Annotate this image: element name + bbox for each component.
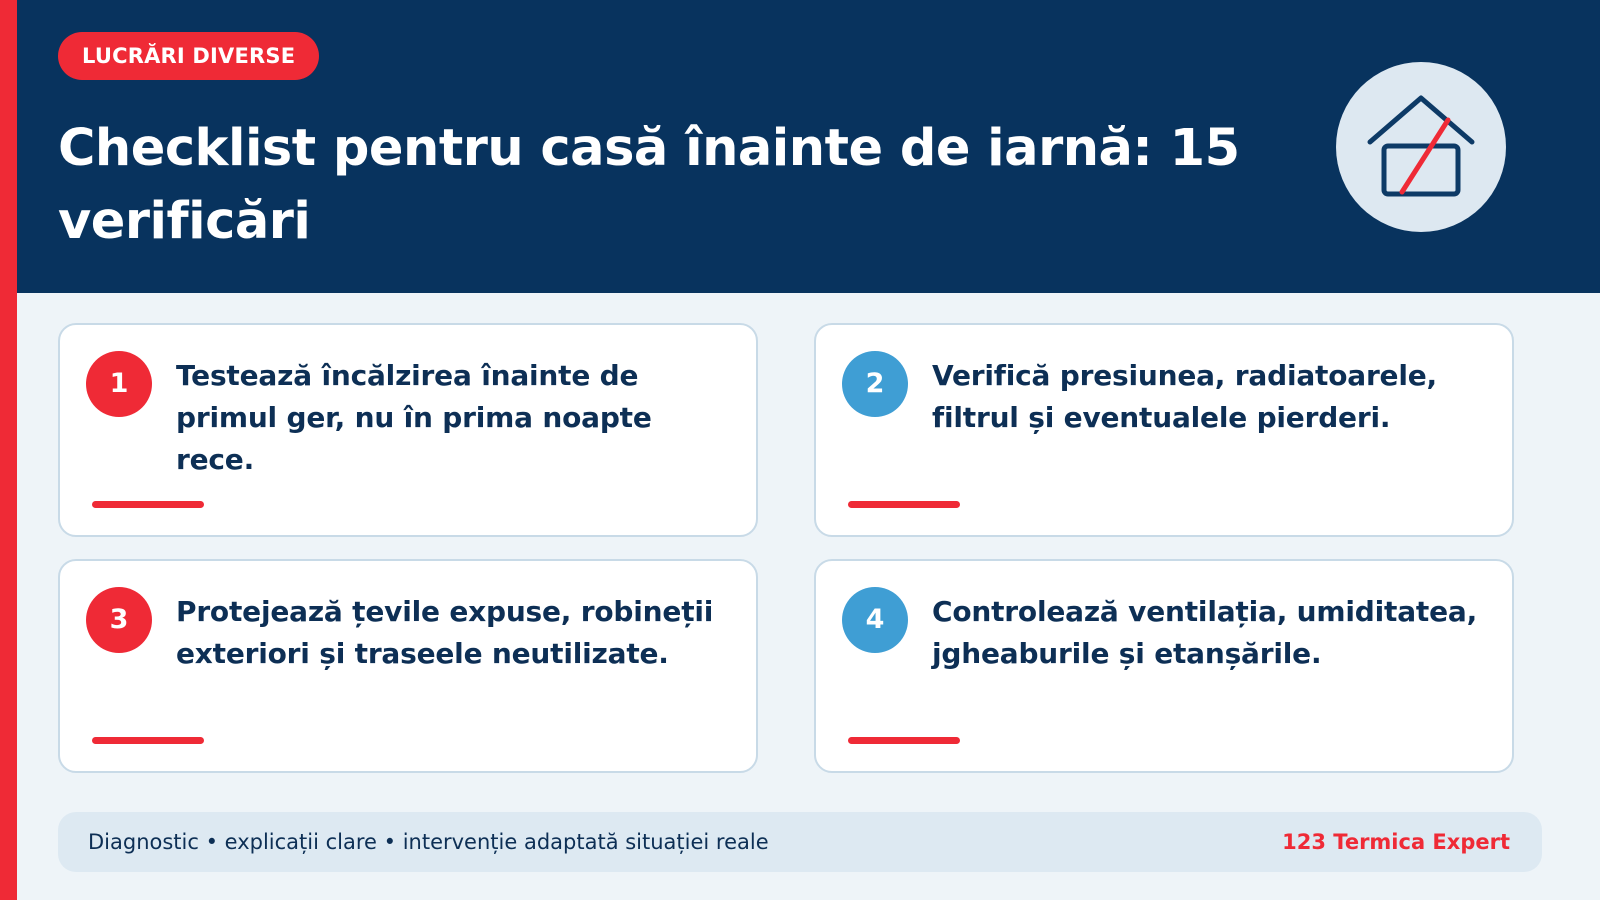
left-accent-bar [0,0,17,900]
footer-tagline: Diagnostic • explicații clare • intervenție adaptată situației reale [88,830,769,854]
checklist-card-1 [58,323,758,537]
page-title: Checklist pentru casă înainte de iarnă: 15 verificări [58,119,1240,251]
card-number-badge: 1 [86,351,152,417]
category-tag: LUCRĂRI DIVERSE [58,32,319,80]
card-text: Controlează ventilația, umiditatea, jgheaburile și etanșările. [932,595,1478,670]
card-accent-line [92,737,204,744]
card-text: Verifică presiunea, radiatoarele, filtrul și eventualele pierderi. [932,359,1437,434]
card-accent-line [848,501,960,508]
house-icon [1336,62,1506,232]
card-number-badge: 4 [842,587,908,653]
card-number-badge: 2 [842,351,908,417]
card-accent-line [92,501,204,508]
footer-bar [58,812,1542,872]
checklist-card-4 [814,559,1514,773]
checklist-card-3 [58,559,758,773]
card-number-badge: 3 [86,587,152,653]
footer-brand: 123 Termica Expert [1282,830,1510,854]
card-text: Protejează țevile expuse, robineții exteriori și traseele neutilizate. [176,595,714,670]
card-accent-line [848,737,960,744]
checklist-card-2 [814,323,1514,537]
card-text: Testează încălzirea înainte de primul ger, nu în prima noapte rece. [176,359,652,476]
